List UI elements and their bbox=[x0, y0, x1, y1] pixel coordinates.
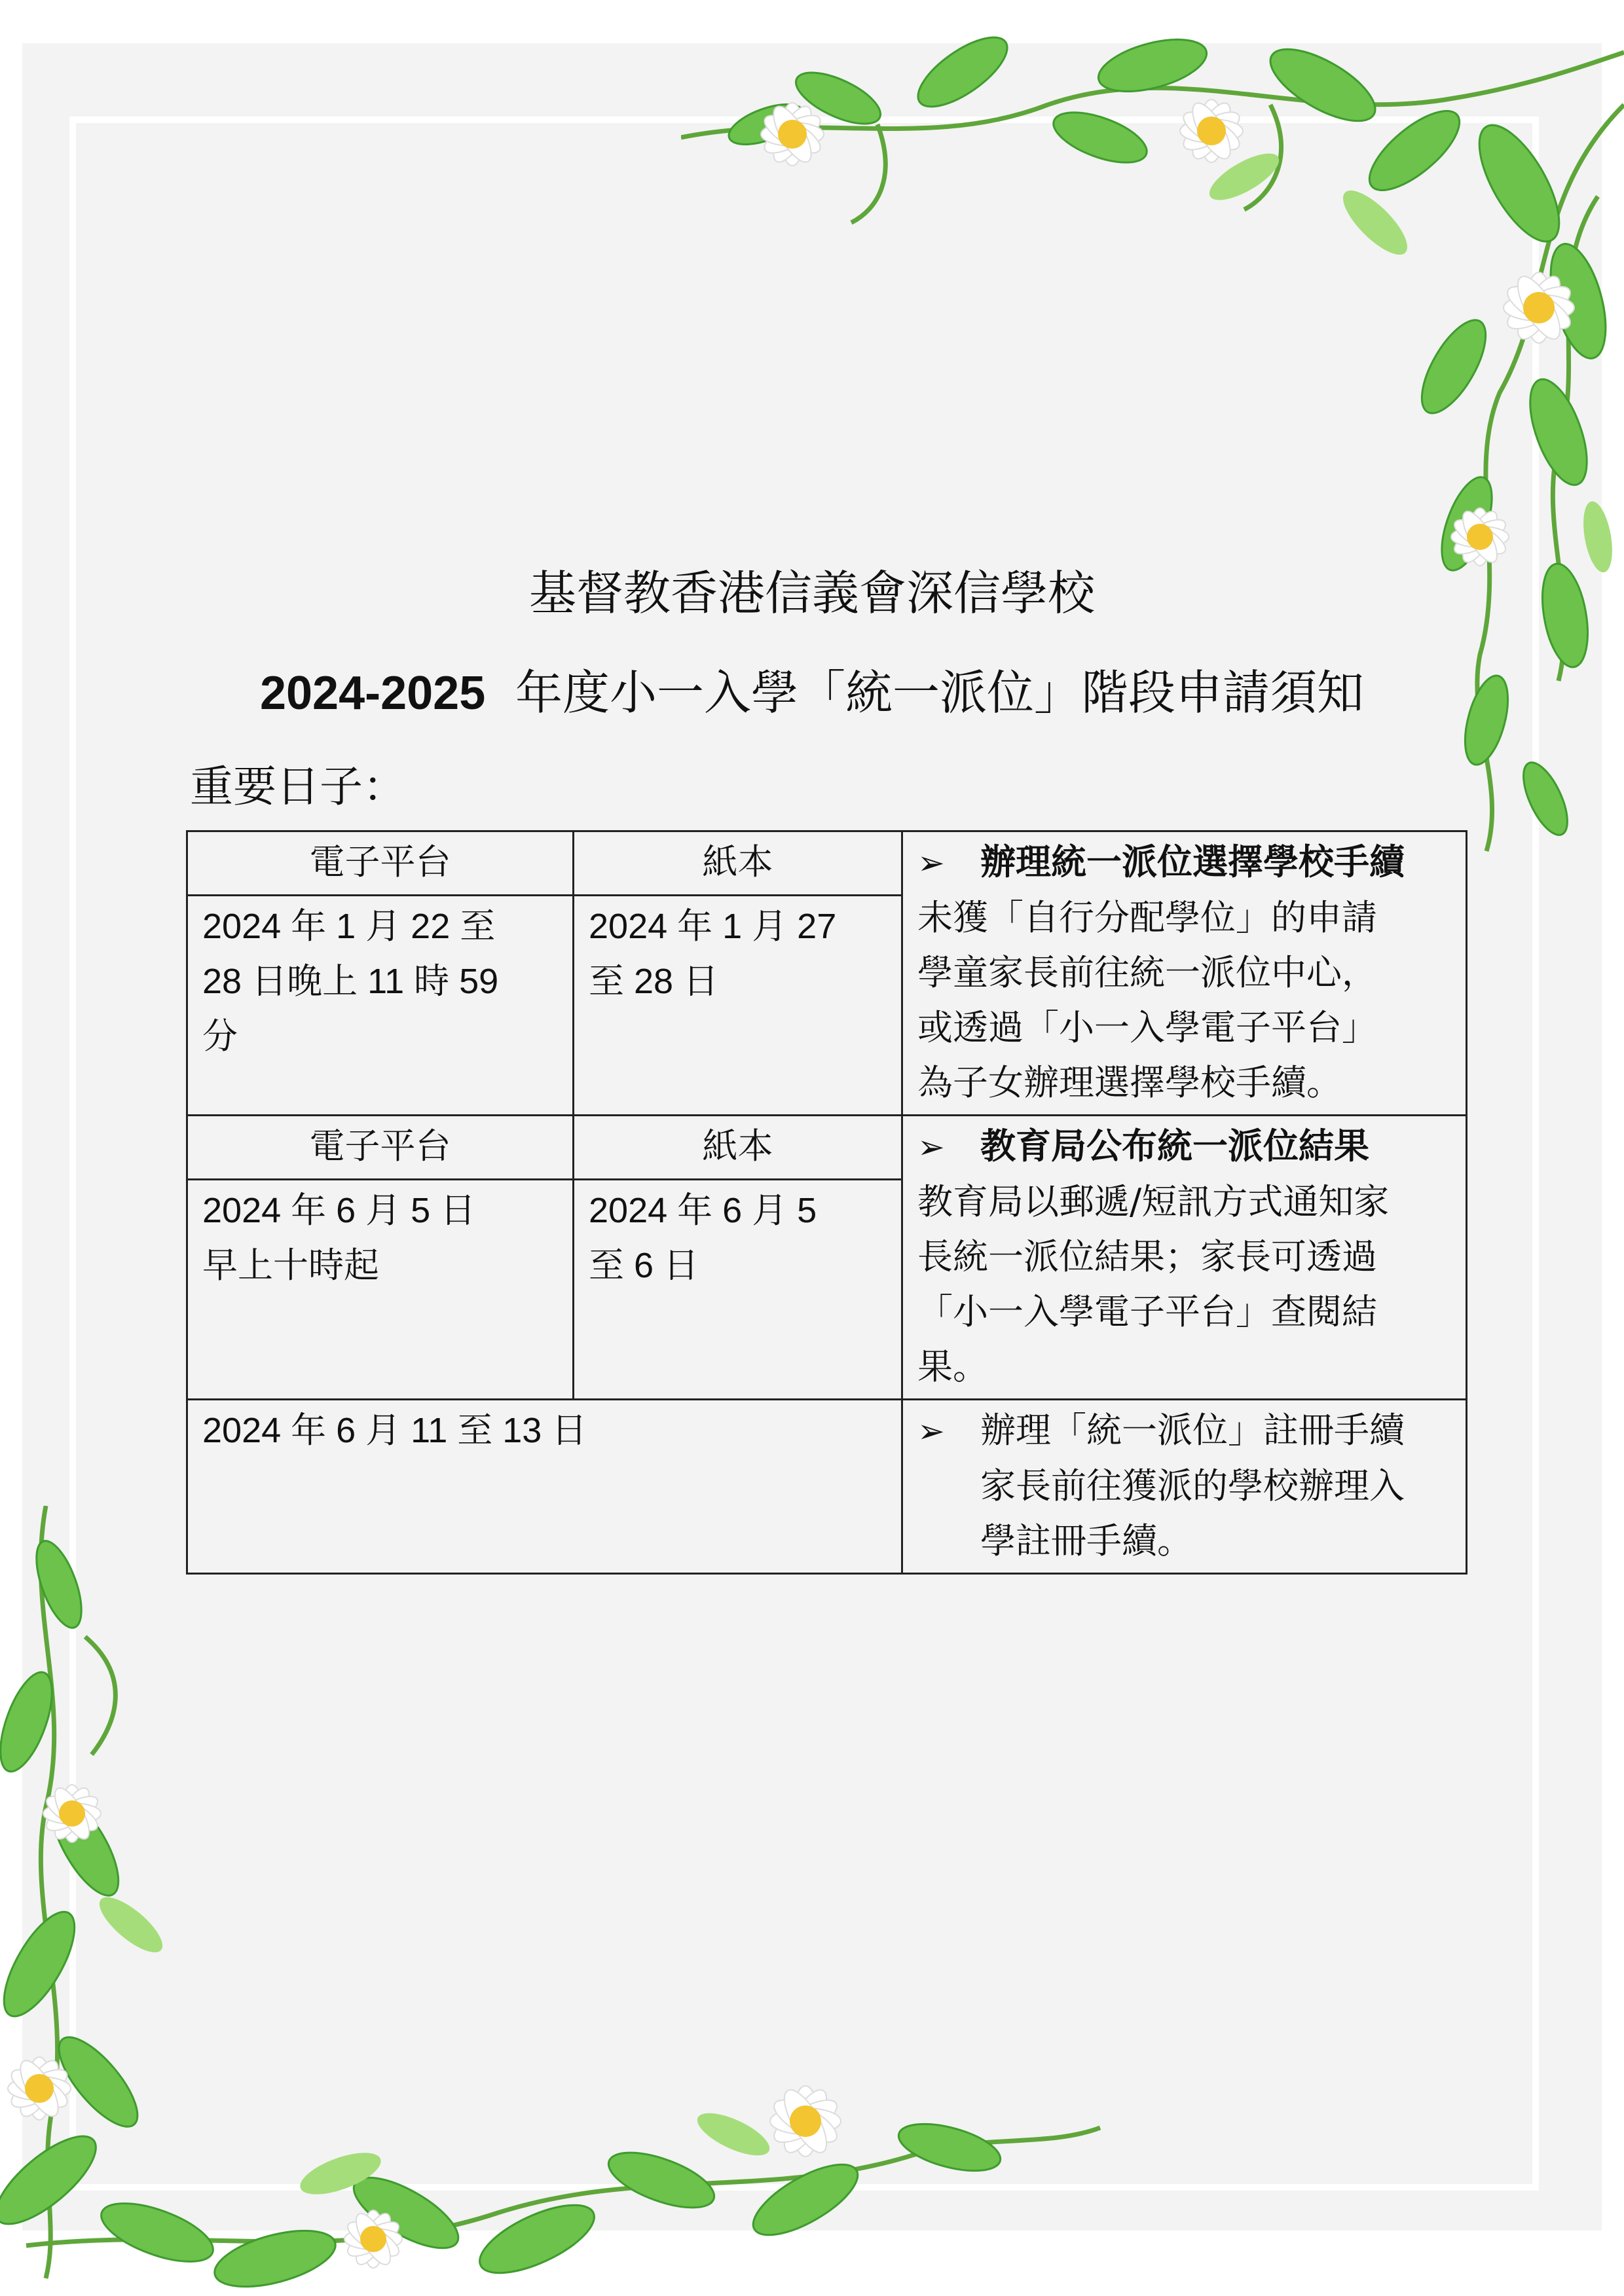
vine-decoration-top-right bbox=[681, 26, 1624, 877]
step-title: ➢ 教育局公布統一派位結果 bbox=[917, 1119, 1451, 1175]
table-row bbox=[187, 1116, 1467, 1180]
paper-date-cell: 2024 年 6 月 5 至 6 日 bbox=[574, 1180, 902, 1400]
notice-title-text: 年度小一入學「統一派位」階段申請須知 bbox=[515, 665, 1365, 720]
step-note-cell bbox=[902, 831, 1467, 1116]
step-note-line: 未獲「自行分配學位」的申請 bbox=[917, 897, 1377, 938]
column-header-paper: 紙本 bbox=[574, 1116, 902, 1180]
online-date-cell: 2024 年 1 月 22 至 28 日晚上 11 時 59 分 bbox=[187, 896, 574, 1116]
step-note-line: 或透過「小一入學電子平台」 bbox=[917, 1007, 1377, 1048]
step-note-line: 「小一入學電子平台」查閱結 bbox=[917, 1291, 1377, 1332]
column-header-online: 電子平台 bbox=[187, 831, 574, 896]
notice-year: 2024-2025 bbox=[259, 667, 486, 720]
column-header-online: 電子平台 bbox=[187, 1116, 574, 1180]
vine-decoration-bottom-left bbox=[0, 1506, 1113, 2296]
arrow-bullet-icon: ➢ bbox=[917, 1128, 945, 1166]
schedule-table bbox=[186, 830, 1467, 1575]
step-title: ➢ 辦理「統一派位」註冊手續 bbox=[917, 1403, 1451, 1459]
step-note-line: 為子女辦理選擇學校手續。 bbox=[917, 1062, 1342, 1103]
step-note-line: 學童家長前往統一派位中心， bbox=[917, 952, 1377, 993]
step-note-line: 家長前往獲派的學校辦理入 bbox=[980, 1465, 1405, 1506]
step-note-cell bbox=[902, 1116, 1467, 1400]
section-heading: 重要日子： bbox=[190, 761, 406, 812]
notice-title bbox=[0, 655, 1624, 723]
table-row bbox=[187, 1400, 1467, 1574]
registration-date-cell: 2024 年 6 月 11 至 13 日 bbox=[187, 1400, 902, 1574]
paper-date-cell: 2024 年 1 月 27 至 28 日 bbox=[574, 896, 902, 1116]
step-note-line: 果。 bbox=[917, 1346, 988, 1387]
column-header-paper: 紙本 bbox=[574, 831, 902, 896]
step-note-line: 教育局以郵遞/短訊方式通知家 bbox=[917, 1181, 1390, 1222]
arrow-bullet-icon: ➢ bbox=[917, 1412, 945, 1450]
step-note-line: 長統一派位結果；家長可透過 bbox=[917, 1236, 1377, 1277]
table-row bbox=[187, 831, 1467, 896]
school-name: 基督教香港信義會深信學校 bbox=[528, 566, 1095, 621]
step-title: ➢ 辦理統一派位選擇學校手續 bbox=[917, 835, 1451, 890]
online-date-cell: 2024 年 6 月 5 日 早上十時起 bbox=[187, 1180, 574, 1400]
arrow-bullet-icon: ➢ bbox=[917, 844, 945, 882]
step-note-cell bbox=[902, 1400, 1467, 1574]
step-note-line: 學註冊手續。 bbox=[980, 1520, 1192, 1561]
